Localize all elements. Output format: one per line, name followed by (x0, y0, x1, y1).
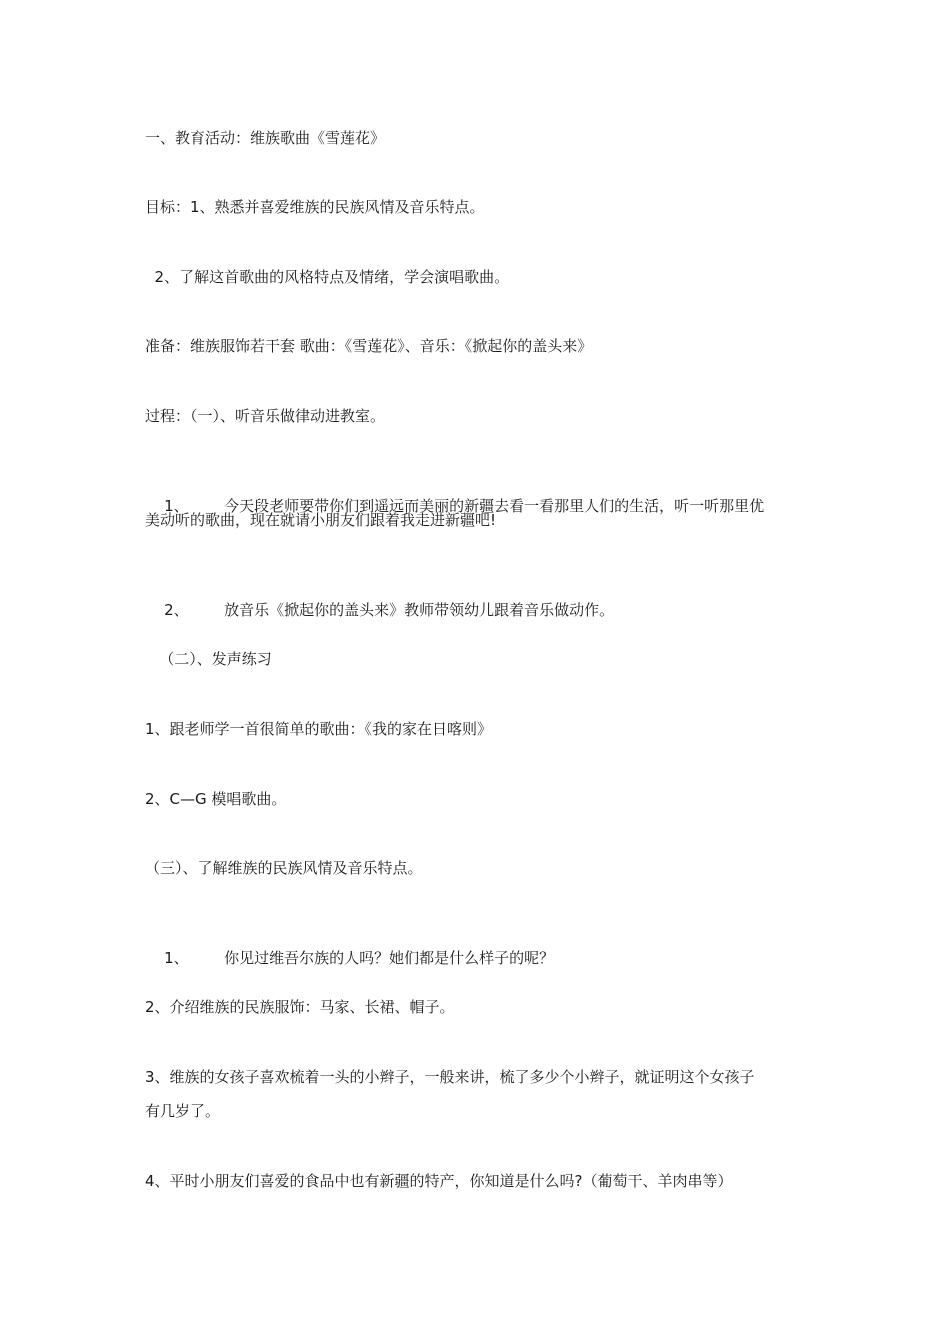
step-1-1-continued: 美动听的歌曲，现在就请小朋友们跟着我走进新疆吧! (145, 511, 497, 529)
preparation: 准备：维族服饰若干套 歌曲：《雪莲花》、音乐：《掀起你的盖头来》 (145, 337, 593, 355)
step-text: 放音乐《掀起你的盖头来》教师带领幼儿跟着音乐做动作。 (224, 601, 615, 619)
process-step-1-heading: 过程：（一）、听音乐做律动进教室。 (145, 407, 386, 425)
step-3-2: 2、介绍维族的民族服饰：马家、长裙、帽子。 (145, 998, 455, 1016)
process-step-2-heading: （二）、发声练习 (145, 650, 272, 668)
step-text: 你见过维吾尔族的人吗？她们都是什么样子的呢？ (224, 949, 555, 967)
step-3-1 (145, 928, 554, 988)
process-step-3-heading: （三）、了解维族的民族风情及音乐特点。 (145, 859, 423, 877)
step-number: 1、 (164, 497, 189, 515)
step-number: 2、 (164, 601, 189, 619)
goal-1: 目标：1、熟悉并喜爱维族的民族风情及音乐特点。 (145, 198, 485, 216)
step-3-3: 3、维族的女孩子喜欢梳着一头的小辫子，一般来讲，梳了多少个小辫子，就证明这个女孩子 (145, 1068, 755, 1086)
step-1-2 (145, 580, 614, 640)
step-number: 1、 (164, 949, 189, 967)
step-3-4: 4、平时小朋友们喜爱的食品中也有新疆的特产，你知道是什么吗?（葡萄干、羊肉串等） (145, 1172, 733, 1190)
step-2-2: 2、C—G 模唱歌曲。 (145, 790, 287, 808)
activity-title: 一、教育活动：维族歌曲《雪莲花》 (145, 129, 386, 147)
step-2-1: 1、跟老师学一首很简单的歌曲：《我的家在日喀则》 (145, 720, 493, 738)
step-3-3-continued: 有几岁了。 (145, 1102, 221, 1120)
goal-2: 2、了解这首歌曲的风格特点及情绪，学会演唱歌曲。 (145, 268, 510, 286)
step-text: 今天段老师要带你们到遥远而美丽的新疆去看一看那里人们的生活，听一听那里优 (224, 497, 765, 515)
